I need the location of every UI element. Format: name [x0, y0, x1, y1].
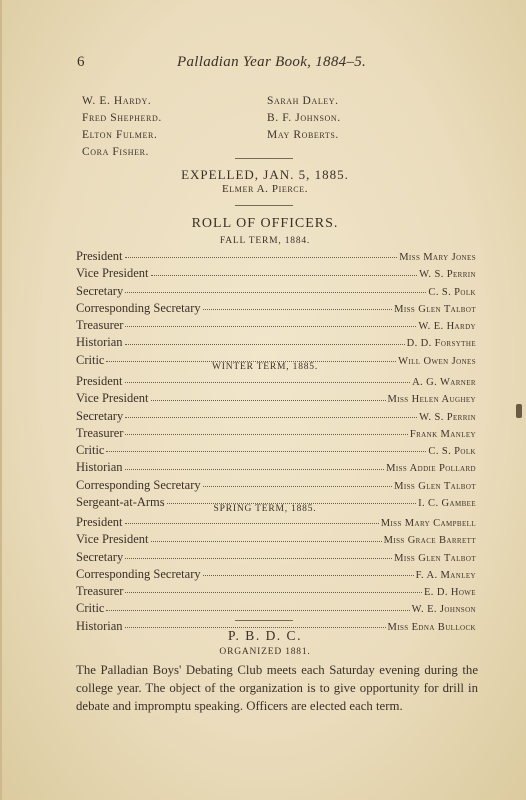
officer-row [76, 532, 476, 549]
officer-row [76, 266, 476, 283]
officer-row [76, 515, 476, 532]
officer-list-spring [76, 515, 476, 636]
member-name: Sarah Daley. [267, 95, 339, 107]
officer-row [76, 374, 476, 391]
officer-name: Miss Glen Talbot [394, 552, 476, 564]
dot-leader [125, 291, 426, 293]
officer-row [76, 584, 476, 601]
officer-name: W. S. Perrin [419, 269, 476, 281]
member-name: Cora Fisher. [82, 146, 150, 158]
dot-leader [106, 450, 426, 452]
dot-leader [203, 485, 393, 487]
officer-name: Miss Glen Talbot [394, 303, 476, 315]
club-organized: ORGANIZED 1881. [219, 647, 311, 657]
officer-name: C. S. Polk [428, 286, 476, 298]
member-name: W. E. Hardy. [82, 95, 152, 107]
officer-row [76, 550, 476, 567]
dot-leader [203, 308, 393, 310]
officer-list-fall [76, 249, 476, 370]
officer-role: Critic [76, 352, 105, 367]
officer-name: D. D. Forsythe [406, 338, 476, 350]
officer-name: W. E. Johnson [411, 604, 476, 616]
officer-role: Vice President [76, 391, 149, 406]
dot-leader [125, 557, 392, 559]
club-heading: P. B. D. C. [228, 628, 302, 643]
dot-leader [125, 522, 379, 524]
dot-leader [151, 274, 418, 276]
dot-leader [125, 325, 416, 327]
officer-role: Corresponding Secretary [76, 300, 201, 315]
officer-row [76, 478, 476, 495]
officer-name: Miss Grace Barrett [383, 535, 476, 547]
officer-row [76, 318, 476, 335]
officer-role: Secretary [76, 408, 124, 423]
roll-heading: ROLL OF OFFICERS. [191, 216, 339, 231]
dot-leader [203, 574, 414, 576]
officer-row [76, 409, 476, 426]
officer-role: Critic [76, 443, 105, 458]
officer-name: F. A. Manley [415, 569, 476, 581]
officer-name: Miss Helen Aughey [387, 394, 476, 406]
officer-role: Vice President [76, 266, 149, 281]
divider [235, 158, 293, 159]
officer-name: I. C. Gambee [418, 498, 476, 510]
officer-row [76, 601, 476, 618]
officer-role: Historian [76, 335, 123, 350]
term-heading-fall: FALL TERM, 1884. [219, 236, 311, 246]
officer-role: Sergeant-at-Arms [76, 495, 165, 510]
officer-row [76, 567, 476, 584]
dot-leader [125, 433, 407, 435]
expelled-name: Elmer A. Pierce. [221, 183, 309, 195]
member-column-left [82, 93, 162, 161]
officer-role: Treasurer [76, 318, 124, 333]
officer-row [76, 301, 476, 318]
officer-role: Historian [76, 618, 123, 633]
officer-role: President [76, 249, 123, 263]
officer-role: Secretary [76, 549, 124, 564]
officer-role: Corresponding Secretary [76, 477, 201, 492]
officer-role: Critic [76, 601, 105, 616]
officer-list-winter [76, 374, 476, 512]
member-column-right [267, 93, 341, 144]
officer-role: Secretary [76, 283, 124, 298]
divider [235, 205, 293, 206]
officer-role: Treasurer [76, 425, 124, 440]
officer-name: A. G. Warner [412, 377, 476, 388]
officer-name: Miss Addie Pollard [386, 463, 476, 475]
officer-name: W. E. Hardy [418, 321, 476, 333]
officer-role: Treasurer [76, 584, 124, 599]
page-number: 6 [77, 54, 85, 70]
member-name: B. F. Johnson. [267, 112, 341, 124]
officer-row [76, 284, 476, 301]
officer-role: Historian [76, 460, 123, 475]
officer-role: President [76, 374, 123, 388]
officer-row [76, 391, 476, 408]
officer-row [76, 426, 476, 443]
officer-name: Will Owen Jones [398, 355, 476, 367]
member-name: May Roberts. [267, 129, 339, 141]
dot-leader [106, 609, 409, 611]
officer-name: W. S. Perrin [419, 411, 476, 423]
officer-role: Corresponding Secretary [76, 566, 201, 581]
officer-row [76, 249, 476, 266]
term-heading-spring: SPRING TERM, 1885. [213, 504, 317, 514]
divider [235, 620, 293, 621]
dot-leader [151, 540, 382, 542]
dot-leader [125, 381, 411, 383]
officer-name: C. S. Polk [428, 446, 476, 458]
officer-name: E. D. Howe [423, 587, 476, 599]
officer-name: Frank Manley [409, 428, 476, 440]
running-title: Palladian Year Book, 1884–5. [177, 54, 367, 70]
dot-leader [125, 343, 405, 345]
officer-row [76, 460, 476, 477]
officer-name: Miss Mary Jones [399, 252, 476, 263]
officer-role: President [76, 515, 123, 529]
expelled-heading: EXPELLED, JAN. 5, 1885. [181, 167, 349, 182]
dot-leader [125, 416, 417, 418]
officer-name: Miss Mary Campbell [380, 518, 476, 529]
officer-role: Vice President [76, 532, 149, 547]
club-description: The Palladian Boys' Debating Club meets each Saturday evening during the college year. The object of the organization is to give opportunity for drill in debate and impromptu speaking. Officers are elected each term. [76, 663, 478, 713]
dot-leader [151, 399, 386, 401]
dot-leader [125, 468, 385, 470]
term-heading-winter: WINTER TERM, 1885. [211, 362, 319, 372]
officer-row [76, 335, 476, 352]
member-name: Fred Shepherd. [82, 112, 162, 124]
officer-row [76, 443, 476, 460]
dot-leader [125, 256, 398, 258]
officer-name: Miss Glen Talbot [394, 480, 476, 492]
dot-leader [125, 591, 422, 593]
officer-name: Miss Edna Bullock [387, 621, 476, 633]
binding-mark [516, 404, 522, 418]
member-name: Elton Fulmer. [82, 129, 158, 141]
